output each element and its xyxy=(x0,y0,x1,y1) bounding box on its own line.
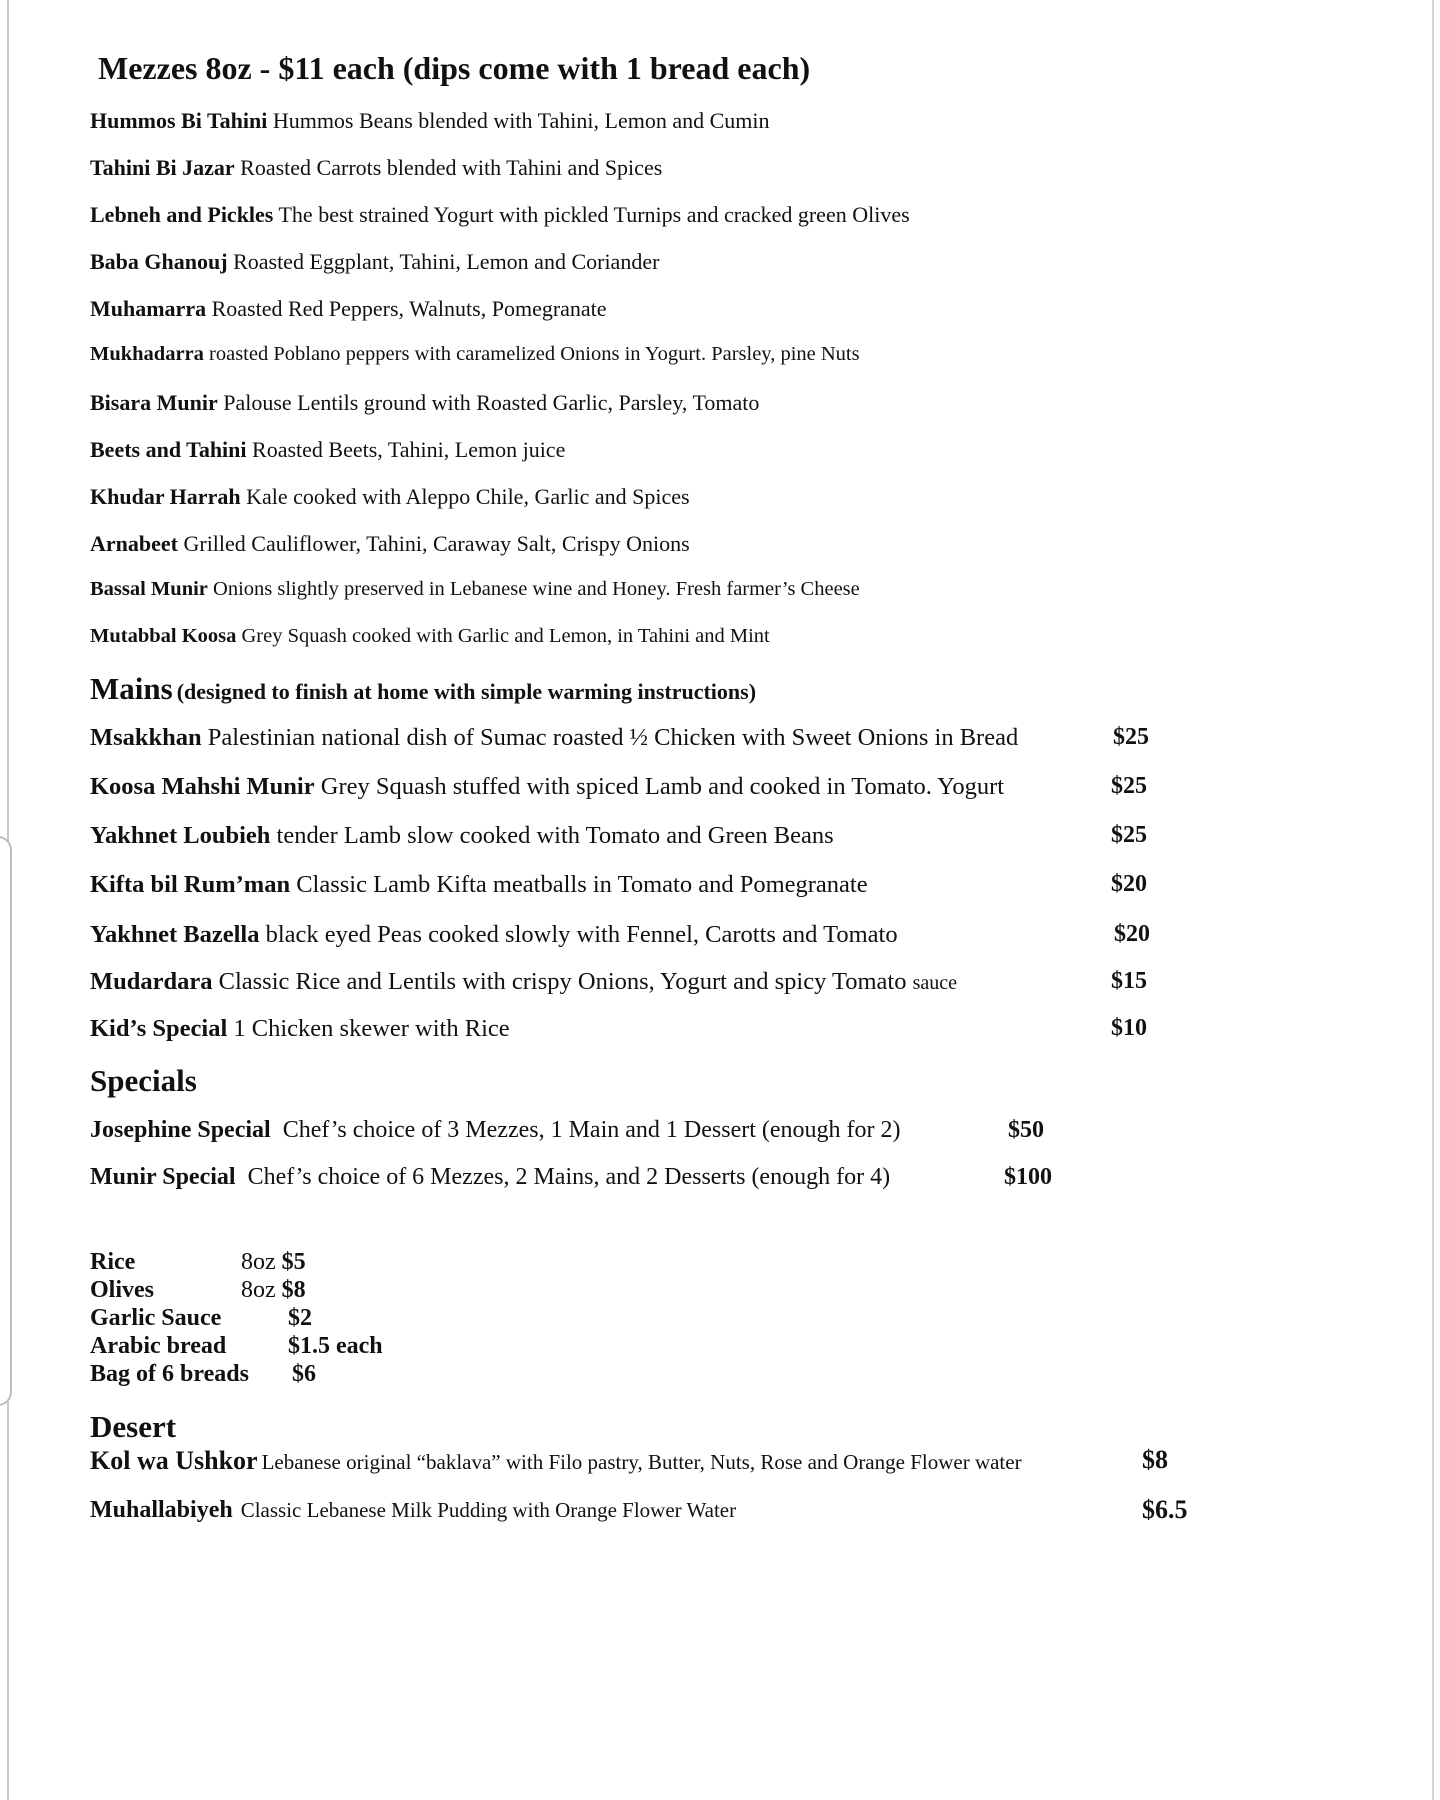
main-price: $25 xyxy=(1111,773,1147,799)
mezze-desc: Kale cooked with Aleppo Chile, Garlic and Spices xyxy=(246,484,690,509)
dessert-heading: Desert xyxy=(90,1409,177,1444)
side-price-line xyxy=(288,1305,312,1332)
mezze-name: Hummos Bi Tahini xyxy=(90,108,268,133)
main-name: Mudardara xyxy=(90,968,213,995)
special-item xyxy=(90,1117,901,1144)
mezze-name: Lebneh and Pickles xyxy=(90,202,274,227)
mezze-item xyxy=(90,578,860,601)
mezze-item xyxy=(90,484,690,510)
mezze-desc: Roasted Red Peppers, Walnuts, Pomegranate xyxy=(211,296,607,321)
mezze-name: Muhamarra xyxy=(90,296,207,321)
main-item xyxy=(90,871,868,899)
special-name: Josephine Special xyxy=(90,1117,271,1143)
mezze-item xyxy=(90,390,759,416)
side-price: $6 xyxy=(292,1361,316,1387)
mezze-item xyxy=(90,249,659,275)
side-name: Olives xyxy=(90,1277,154,1303)
side-qty: 8oz xyxy=(241,1249,276,1275)
mezze-name: Bassal Munir xyxy=(90,578,208,600)
main-name: Msakkhan xyxy=(90,724,202,751)
special-name: Munir Special xyxy=(90,1164,236,1190)
dessert-price: $6.5 xyxy=(1142,1495,1188,1524)
special-desc: Chef’s choice of 6 Mezzes, 2 Mains, and 2 Desserts (enough for 4) xyxy=(247,1164,891,1190)
mezze-item xyxy=(90,437,565,463)
mezze-item xyxy=(90,343,860,366)
mezze-desc: Hummos Beans blended with Tahini, Lemon and Cumin xyxy=(272,108,770,133)
side-price-line xyxy=(292,1361,316,1388)
main-price: $10 xyxy=(1111,1015,1147,1041)
side-price: $1.5 each xyxy=(288,1333,383,1359)
mezze-item xyxy=(90,108,769,134)
mezze-name: Tahini Bi Jazar xyxy=(90,155,235,180)
mezze-desc: Grey Squash cooked with Garlic and Lemon, in Tahini and Mint xyxy=(241,625,770,647)
main-desc: Classic Rice and Lentils with crispy Onions, Yogurt and spicy Tomato xyxy=(218,968,907,995)
main-name: Kifta bil Rum’man xyxy=(90,871,291,898)
mezze-item xyxy=(90,296,607,322)
main-desc: Classic Lamb Kifta meatballs in Tomato and Pomegranate xyxy=(296,871,868,898)
mezze-name: Mukhadarra xyxy=(90,343,204,365)
main-desc: black eyed Peas cooked slowly with Fennel, Carotts and Tomato xyxy=(265,921,898,948)
dessert-name: Muhallabiyeh xyxy=(90,1497,233,1523)
mezze-desc: Onions slightly preserved in Lebanese wine and Honey. Fresh farmer’s Cheese xyxy=(213,578,860,600)
main-price: $20 xyxy=(1114,921,1150,947)
mezze-desc: Roasted Carrots blended with Tahini and Spices xyxy=(240,155,663,180)
side-name: Rice xyxy=(90,1249,136,1275)
mains-title: Mains xyxy=(90,671,173,706)
side-price: $2 xyxy=(288,1305,312,1331)
main-desc: 1 Chicken skewer with Rice xyxy=(233,1015,510,1042)
mezze-name: Beets and Tahini xyxy=(90,437,247,462)
mezze-desc: Roasted Beets, Tahini, Lemon juice xyxy=(252,437,566,462)
side-price-line xyxy=(241,1249,306,1276)
main-name: Yakhnet Bazella xyxy=(90,921,260,948)
main-item xyxy=(90,724,1018,752)
dessert-item xyxy=(90,1497,736,1524)
main-item xyxy=(90,968,957,996)
side-price: $8 xyxy=(281,1277,306,1303)
dessert-name: Kol wa Ushkor xyxy=(90,1446,258,1475)
mezze-name: Mutabbal Koosa xyxy=(90,625,237,647)
dessert-price: $8 xyxy=(1142,1445,1168,1474)
specials-heading: Specials xyxy=(90,1063,197,1098)
mezze-desc: roasted Poblano peppers with caramelized Onions in Yogurt. Parsley, pine Nuts xyxy=(209,343,860,365)
side-price-line xyxy=(241,1277,306,1304)
side-price-line xyxy=(288,1333,383,1360)
main-name: Yakhnet Loubieh xyxy=(90,822,271,849)
mezze-name: Khudar Harrah xyxy=(90,484,241,509)
special-desc: Chef’s choice of 3 Mezzes, 1 Main and 1 Dessert (enough for 2) xyxy=(282,1117,901,1143)
mezze-desc: Roasted Eggplant, Tahini, Lemon and Coriander xyxy=(233,249,660,274)
mezze-desc: Palouse Lentils ground with Roasted Garlic, Parsley, Tomato xyxy=(223,390,760,415)
mezze-name: Arnabeet xyxy=(90,531,178,556)
mezze-desc: Grilled Cauliflower, Tahini, Caraway Salt, Crispy Onions xyxy=(183,531,690,556)
dessert-item xyxy=(90,1446,1022,1476)
main-name: Koosa Mahshi Munir xyxy=(90,773,315,800)
mezze-item xyxy=(90,625,770,648)
main-desc: Grey Squash stuffed with spiced Lamb and cooked in Tomato. Yogurt xyxy=(320,773,1005,800)
main-price: $15 xyxy=(1111,968,1147,994)
side-price: $5 xyxy=(281,1249,306,1275)
main-price: $25 xyxy=(1113,724,1149,750)
mezzes-heading: Mezzes 8oz - $11 each (dips come with 1 bread each) xyxy=(98,50,811,86)
mains-note: (designed to finish at home with simple warming instructions) xyxy=(176,679,757,704)
side-qty: 8oz xyxy=(241,1277,276,1303)
main-item xyxy=(90,773,1004,801)
main-price: $25 xyxy=(1111,822,1147,848)
side-name: Arabic bread xyxy=(90,1333,227,1359)
main-name: Kid’s Special xyxy=(90,1015,228,1042)
main-item xyxy=(90,822,834,850)
main-desc-small: sauce xyxy=(912,972,958,994)
mezze-name: Bisara Munir xyxy=(90,390,218,415)
main-price: $20 xyxy=(1111,871,1147,897)
mezze-item xyxy=(90,531,690,557)
dessert-desc: Lebanese original “baklava” with Filo pastry, Butter, Nuts, Rose and Orange Flower water xyxy=(261,1450,1022,1474)
mezze-item xyxy=(90,202,910,228)
main-desc: Palestinian national dish of Sumac roasted ½ Chicken with Sweet Onions in Bread xyxy=(207,724,1019,751)
dessert-desc: Classic Lebanese Milk Pudding with Orange Flower Water xyxy=(240,1498,737,1522)
mezze-desc: The best strained Yogurt with pickled Turnips and cracked green Olives xyxy=(278,202,910,227)
mezze-name: Baba Ghanouj xyxy=(90,249,228,274)
mezze-item xyxy=(90,155,662,181)
main-item xyxy=(90,921,898,949)
side-name: Bag of 6 breads xyxy=(90,1361,249,1387)
main-desc: tender Lamb slow cooked with Tomato and Green Beans xyxy=(276,822,834,849)
special-item xyxy=(90,1164,890,1191)
mains-heading xyxy=(90,671,756,707)
side-name: Garlic Sauce xyxy=(90,1305,222,1331)
special-price: $50 xyxy=(1008,1117,1044,1143)
special-price: $100 xyxy=(1004,1164,1052,1190)
main-item xyxy=(90,1015,510,1043)
